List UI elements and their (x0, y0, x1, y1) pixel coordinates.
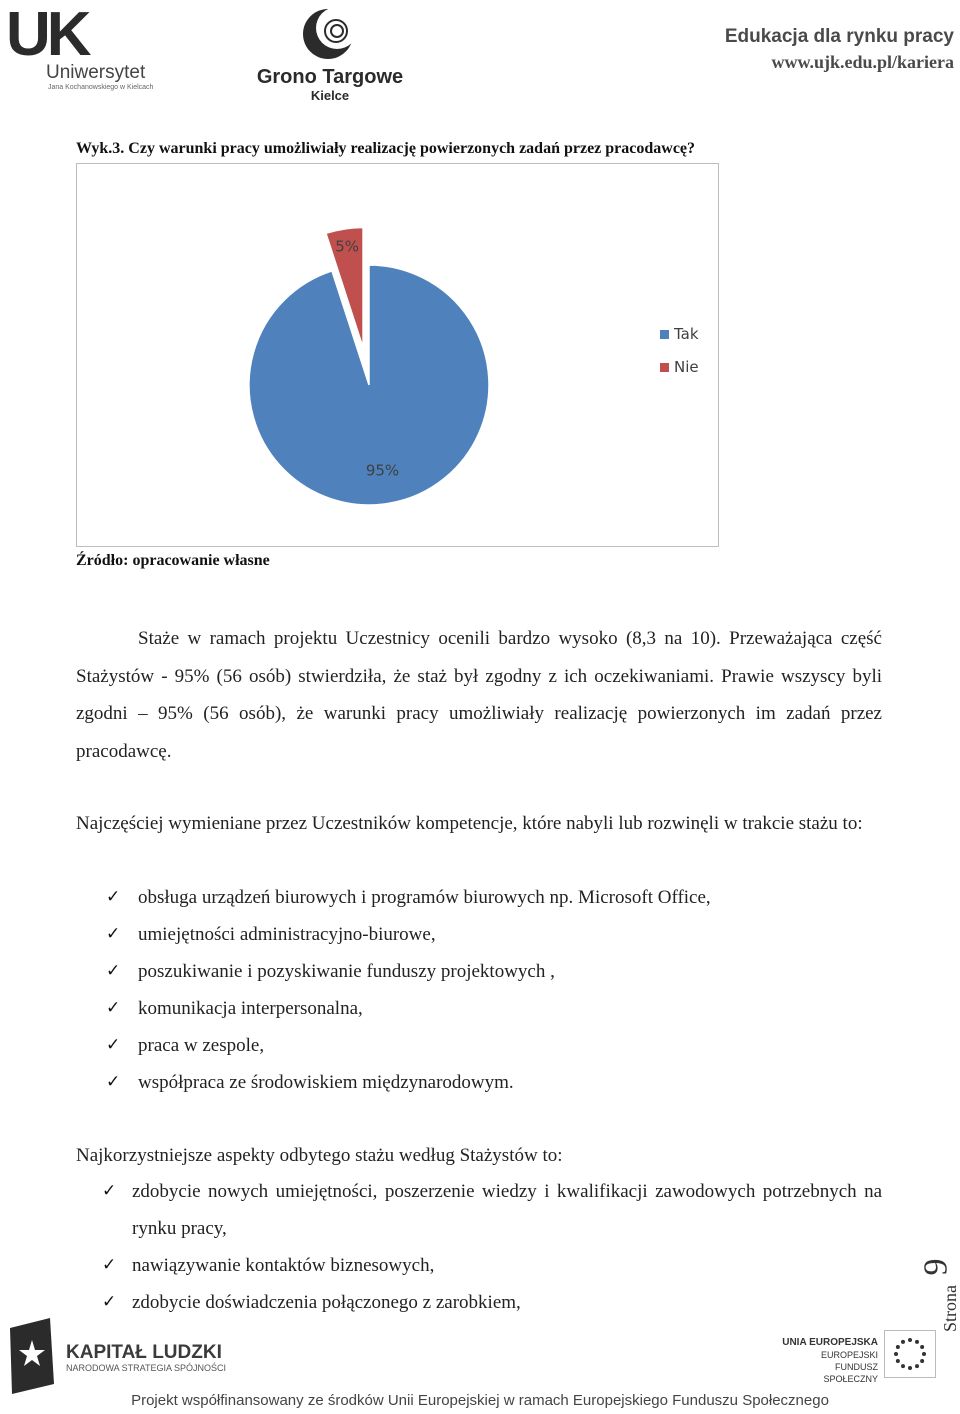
competences-list (76, 879, 882, 1101)
list-item: ✓ poszukiwanie i pozyskiwanie funduszy projektowych , (76, 953, 882, 990)
checkmark-icon: ✓ (106, 924, 121, 944)
university-logo-subtitle: Jana Kochanowskiego w Kielcach (48, 84, 154, 91)
grono-targowe-logo (250, 2, 420, 102)
list-item: ✓ komunikacja interpersonalna, (76, 990, 882, 1027)
university-logo (6, 0, 166, 96)
kapital-ludzki-title: KAPITAŁ LUDZKI (66, 1342, 222, 1363)
legend-swatch (660, 330, 669, 339)
checkmark-icon: ✓ (102, 1181, 117, 1201)
legend-label: Tak (674, 325, 699, 343)
checkmark-icon: ✓ (106, 961, 121, 981)
list-item: ✓ współpraca ze środowiskiem międzynarodowym. (76, 1064, 882, 1101)
kapital-ludzki-subtitle: NARODOWA STRATEGIA SPÓJNOŚCI (66, 1363, 227, 1373)
pie-chart-svg (77, 164, 718, 546)
eu-logo (780, 1330, 960, 1384)
star-flag-icon (4, 1318, 60, 1394)
list-item: ✓ praca w zespole, (76, 1027, 882, 1064)
page-number (917, 1246, 960, 1336)
grono-targowe-name: Grono Targowe (256, 66, 404, 88)
benefits-list (76, 1173, 882, 1321)
legend-swatch (660, 363, 669, 372)
checkmark-icon: ✓ (106, 887, 121, 907)
eu-flag-icon (884, 1330, 936, 1378)
checkmark-icon: ✓ (106, 1072, 121, 1092)
page-number-digit: 9 (917, 1258, 955, 1276)
page-number-word: Strona (940, 1285, 960, 1332)
legend-label: Nie (674, 358, 699, 376)
list-item: ✓ obsługa urządzeń biurowych i programów biurowych np. Microsoft Office, (76, 879, 882, 916)
crescent-moon-icon (300, 4, 360, 64)
list-item: ✓ zdobycie nowych umiejętności, poszerzenie wiedzy i kwalifikacji zawodowych potrzebnych na rynku pracy, (76, 1173, 882, 1247)
pie-data-label: 5% (335, 237, 359, 256)
summary-paragraph (76, 620, 882, 770)
checkmark-icon: ✓ (106, 1035, 121, 1055)
university-logo-name: Uniwersytet (46, 62, 146, 83)
summary-paragraph-text: Staże w ramach projektu Uczestnicy ocenili bardzo wysoko (8,3 na 10). Przeważająca część Stażystów - 95% (56 osób) stwierdziła, że staż był zgodny z ich oczekiwaniami. Prawie wszyscy byli zgodni – 95% (56 osób), że warunki pracy umożliwiały realizację powierzonych im zadań przez pracodawcę. (76, 628, 882, 762)
figure-source: Źródło: opracowanie własne (76, 552, 270, 569)
benefits-intro: Najkorzystniejsze aspekty odbytego stażu według Stażystów to: (76, 1145, 563, 1166)
eu-logo-text: UNIA EUROPEJSKA EUROPEJSKI FUNDUSZ SPOŁECZNY (782, 1337, 878, 1384)
pie-chart (76, 163, 719, 547)
checkmark-icon: ✓ (102, 1292, 117, 1312)
pie-data-label: 95% (365, 461, 400, 480)
list-item: ✓ umiejętności administracyjno-biurowe, (76, 916, 882, 953)
competences-intro: Najczęściej wymieniane przez Uczestników kompetencje, które nabyli lub rozwinęli w trakcie stażu to: (76, 813, 863, 834)
list-item: ✓ zdobycie doświadczenia połączonego z zarobkiem, (76, 1284, 882, 1321)
list-item: ✓ nawiązywanie kontaktów biznesowych, (76, 1247, 882, 1284)
university-logo-mark: UK (6, 0, 88, 69)
kapital-ludzki-logo (4, 1318, 244, 1396)
header-program-url[interactable]: www.ujk.edu.pl/kariera (771, 52, 954, 72)
header-program-title: Edukacja dla rynku pracy (724, 26, 954, 47)
footer-funding-note: Projekt współfinansowany ze środków Unii Europejskiej w ramach Europejskiego Funduszu Społecznego (131, 1392, 829, 1409)
checkmark-icon: ✓ (102, 1255, 117, 1275)
figure-caption: Wyk.3. Czy warunki pracy umożliwiały realizację powierzonych zadań przez pracodawcę? (76, 140, 696, 157)
checkmark-icon: ✓ (106, 998, 121, 1018)
grono-targowe-city: Kielce (310, 88, 350, 103)
